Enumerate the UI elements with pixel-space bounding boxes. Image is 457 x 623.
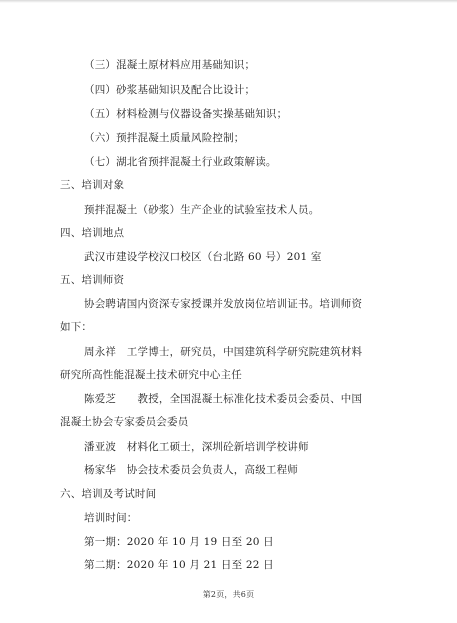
item-5-testing: （五）材料检测与仪器设备实操基础知识； [84,108,288,120]
section-heading-location: 四、培训地点 [60,227,125,239]
item-6-quality-risk: （六）预拌混凝土质量风险控制； [84,132,245,144]
instructor-zhou-cont: 研究所高性能混凝土技术研究中心主任 [60,369,242,381]
item-4-mortar: （四）砂浆基础知识及配合比设计； [84,84,256,96]
instructors-intro: 协会聘请国内资深专家授课并发放岗位培训证书。培训师资 [84,298,363,310]
instructor-zhou: 周永祥 工学博士，研究员，中国建筑科学研究院建筑材料 [84,346,363,358]
schedule-session-1: 第一期：2020 年 10 月 19 日至 20 日 [84,536,274,548]
page-number-footer: 第2页，共6页 [202,590,255,599]
instructor-chen-cont: 混凝土协会专家委员会委员 [60,416,189,428]
page-top-edge [0,0,457,3]
section-heading-instructors: 五、培训师资 [60,274,125,286]
instructor-pan: 潘亚波 材料化工硕士，深圳砼新培训学校讲师 [84,441,309,453]
instructors-intro-cont: 如下： [60,321,93,333]
item-7-policy: （七）湖北省预拌混凝土行业政策解读。 [84,156,277,168]
section-heading-trainees: 三、培训对象 [60,179,125,191]
schedule-session-2: 第二期：2020 年 10 月 21 日至 22 日 [84,559,274,571]
section-heading-schedule: 六、培训及考试时间 [60,488,157,500]
instructor-yang: 杨家华 协会技术委员会负责人，高级工程师 [84,464,298,476]
item-3-raw-materials: （三）混凝土原材料应用基础知识； [84,59,256,71]
trainees-text: 预拌混凝土（砂浆）生产企业的试验室技术人员。 [84,204,320,216]
schedule-label: 培训时间： [84,512,138,524]
location-text: 武汉市建设学校汉口校区（台北路 60 号）201 室 [84,251,322,263]
instructor-chen: 陈爱芝 教授，全国混凝土标准化技术委员会委员、中国 [84,393,363,405]
